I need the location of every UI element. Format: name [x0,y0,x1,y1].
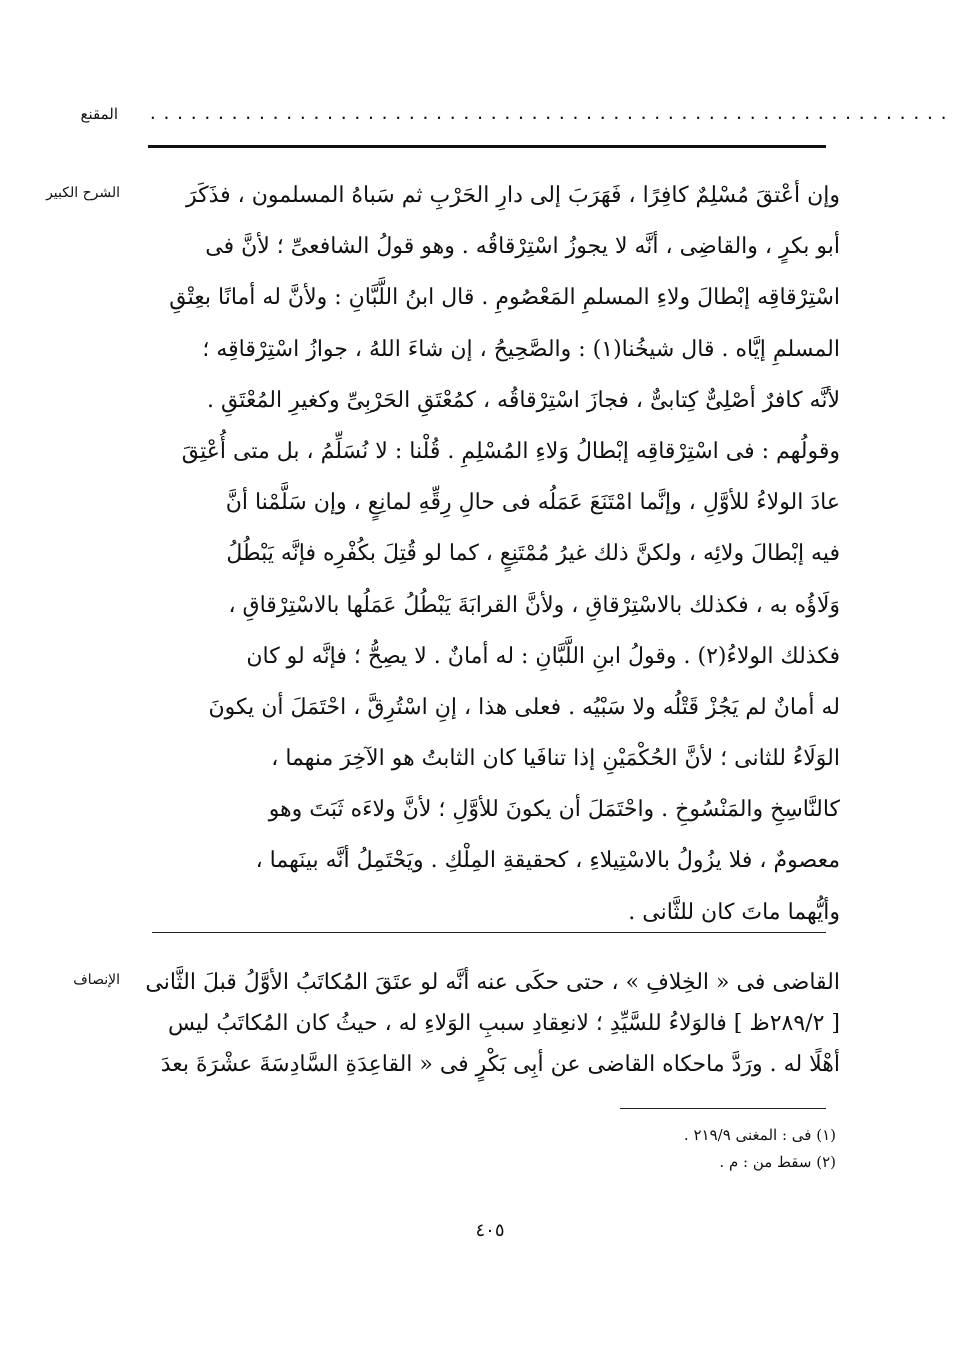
text-line: أهْلًا له . ورَدَّ ماحكاه القاضى عن أبِى بَكْرٍ فى « القاعِدَةِ السَّادِسَةَ عشْرَةَ بعدَ [160,1052,840,1077]
footnote-rule [620,1108,826,1109]
text-line: عادَ الولاءُ للأوَّلِ ، وإنَّما امْتَنَعَ عَمَلُه فى حالِ رِقِّهِ لمانِعٍ ، وإن سَلَّمْنا أنَّ [225,490,840,516]
text-line: الوَلَاءُ للثانى ؛ لأنَّ الحُكْمَيْنِ إذا تنافَيا كان الثابتُ هو الآخِرَ منهما ، [271,746,840,772]
text-line: [ ٢٨٩/٢ظ ] فالوَلاءُ للسَّيِّدِ ؛ لانعِقادِ سببِ الوَلاءِ له ، حيثُ كان المُكاتَبُ ليس [167,1011,840,1036]
text-line: لأنَّه كافرٌ أصْلِىٌّ كِتابىٌّ ، فجازَ اسْتِرْقاقُه ، كمُعْتَقِ الحَرْبِىِّ وكغيرِ المُعْتَقِ . [206,387,840,413]
text-line: فيه إبْطالَ ولائِه ، ولكنَّ ذلك غيرُ مُمْتَنِعٍ ، كما لو قُتِلَ بكُفْرِه فإنَّه يَبْطُلُ [226,541,840,567]
page-number: ٤٠٥ [475,1220,505,1241]
book-title: المقنع [80,105,118,123]
side-label-sharh: الشرح الكبير [46,185,120,201]
text-line: له أمانٌ لم يَجُزْ قَتْلُه ولا سَبْيُه . فعلى هذا ، إنِ اسْتُرِقَّ ، احْتَمَلَ أن يكونَ [208,694,840,720]
main-text [140,170,840,938]
text-line: فكذلك الولاءُ(٢) . وقولُ ابنِ اللَّبَّانِ : له أمانٌ . لا يصِحُّ ؛ فإنَّه لو كان [246,643,840,669]
insaf-text [140,962,840,1085]
text-line: وقولُهم : فى اسْتِرْقاقِه إبْطالُ وَلاءِ المُسْلِمِ . قُلْنا : لا نُسَلِّمُ ، بل متى أُعْتِقَ [181,438,840,464]
footnotes [336,1122,836,1176]
header-dot-leader: ........................................................... [148,104,953,123]
footnote: (١) فى : المغنى ٢١٩/٩ . [683,1126,836,1144]
text-line: وأيُّهما ماتَ كان للثَّانى . [628,899,840,925]
text-line: المسلمِ إيَّاه . قال شيخُنا(١) : والصَّحِيحُ ، إن شاءَ اللهُ ، جوازُ اسْتِرْقاقِه ؛ [202,336,840,362]
text-line: كالنَّاسِخِ والمَنْسُوخِ . واحْتَمَلَ أن يكونَ للأوَّلِ ؛ لأنَّ ولاءَه ثَبَتَ وهو [268,797,840,823]
side-label-insaf: الإنصاف [73,972,120,988]
text-line: وَلَاؤُه به ، فكذلك بالاسْتِرْقاقِ ، ولأنَّ القرابَةَ يَبْطُلُ عَمَلُها بالاسْتِرْقاقِ ، [228,592,840,618]
text-line: وإن أعْتقَ مُسْلِمٌ كافِرًا ، فَهَرَبَ إلى دارِ الحَرْبِ ثم سَباهُ المسلمون ، فذَكَرَ [186,183,840,208]
header-rule [148,145,826,148]
text-line: القاضى فى « الخِلافِ » ، حتى حكَى عنه أنَّه لو عتَقَ المُكاتَبُ الأوَّلُ قبلَ الثَّانى [145,970,840,995]
footnote: (٢) سقط من : م . [719,1153,836,1171]
text-line: اسْتِرْقاقِه إبْطالَ ولاءِ المسلمِ المَعْصُومِ . قال ابنُ اللَّبَّانِ : ولأنَّ له أمانًا بعِتْقِ [169,285,840,311]
text-line: أبو بكرٍ ، والقاضِى ، أنَّه لا يجوزُ اسْتِرْقاقُه . وهو قولُ الشافعىِّ ؛ لأنَّ فى [205,234,840,260]
section-divider [152,932,826,933]
text-line: معصومٌ ، فلا يزُولُ بالاسْتِيلاءِ ، كحقيقةِ المِلْكِ . ويَحْتَمِلُ أنَّه بينَهما ، [255,848,840,874]
